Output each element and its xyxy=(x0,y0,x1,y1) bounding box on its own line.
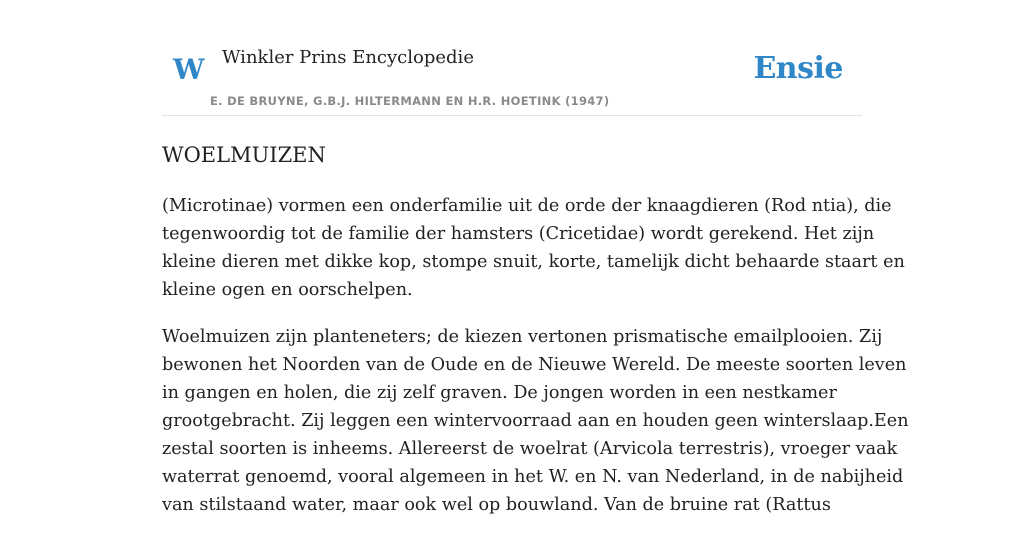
text-line: Woelmuizen zijn planteneters; de kiezen vertonen prismatische emailplooien. Zij xyxy=(162,327,883,347)
ensie-brand-logo[interactable]: Ensie xyxy=(753,51,843,86)
text-line: tegenwoordig tot de familie der hamsters (Cricetidae) wordt gerekend. Het zijn xyxy=(162,224,875,244)
text-line: (Microtinae) vormen een onderfamilie uit de orde der knaagdieren (Rod ntia), die xyxy=(162,196,892,216)
text-line: in gangen en holen, die zij zelf graven. De jongen worden in een nestkamer xyxy=(162,383,837,403)
entry-body xyxy=(162,192,909,538)
source-title-link[interactable]: Winkler Prins Encyclopedie xyxy=(222,47,474,68)
paragraph-1 xyxy=(162,192,905,304)
source-header xyxy=(162,0,862,116)
text-line: grootgebracht. Zij leggen een wintervoorraad aan en houden geen winterslaap.Een xyxy=(162,411,909,431)
text-line: zestal soorten is inheems. Allereerst de woelrat (Arvicola terrestris), vroeger vaak xyxy=(162,439,898,459)
paragraph-2 xyxy=(162,323,909,519)
text-line: bewonen het Noorden van de Oude en de Nieuwe Wereld. De meeste soorten leven xyxy=(162,355,907,375)
winkler-prins-logo[interactable]: W xyxy=(173,53,205,86)
entry-title: WOELMUIZEN xyxy=(162,143,326,167)
text-line: van stilstaand water, maar ook wel op bouwland. Van de bruine rat (Rattus xyxy=(162,495,831,515)
page xyxy=(162,0,909,515)
source-authors: E. DE BRUYNE, G.B.J. HILTERMANN EN H.R. HOETINK (1947) xyxy=(210,94,610,108)
text-line: kleine dieren met dikke kop, stompe snuit, korte, tamelijk dicht behaarde staart en xyxy=(162,252,905,272)
text-line: kleine ogen en oorschelpen. xyxy=(162,280,413,300)
text-line: waterrat genoemd, vooral algemeen in het W. en N. van Nederland, in de nabijheid xyxy=(162,467,904,487)
